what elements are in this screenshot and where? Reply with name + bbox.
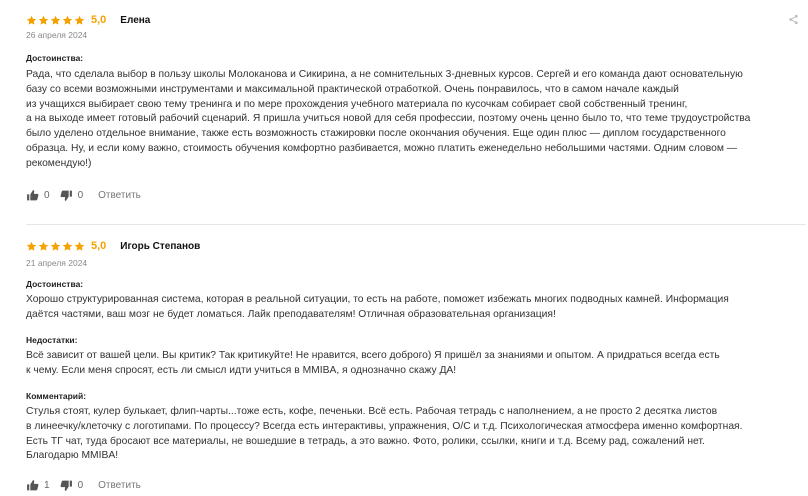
thumbs-down-icon: [60, 479, 73, 492]
text-line: а на выходе имеет готовый рабочий сценарий. Я пришла учиться новой для себя профессии, поэтому очень ценно было то, что теме трудоустройства: [26, 113, 751, 125]
star-icon: [38, 241, 49, 252]
dislike-count: 0: [77, 190, 84, 201]
star-rating: [26, 15, 85, 26]
section-label-cons: Недостатки:: [26, 335, 78, 345]
review-header: [26, 12, 786, 28]
dislike-button[interactable]: [60, 479, 84, 492]
text-line: рекомендую!): [26, 157, 92, 169]
section-label-pros: Достоинства:: [26, 279, 84, 289]
text-line: Благодарю MMIBA!: [26, 450, 119, 462]
section-text-comment: [26, 405, 786, 464]
star-icon: [74, 15, 85, 26]
review-actions: [26, 189, 141, 202]
thumbs-up-icon: [26, 189, 39, 202]
reply-button[interactable]: Ответить: [98, 190, 141, 201]
section-label-pros: Достоинства:: [26, 53, 84, 63]
text-line: даётся частями, ваш мозг не будет ломаться. Лайк преподавателям! Отличная образовательная организация!: [26, 308, 556, 320]
text-line: Есть ТГ чат, туда бросают все материалы, не вошедшие в тетрадь, а это важно. Фото, ролики, ссылки, книги и т.д. Всему рад, сожалений нет.: [26, 435, 705, 447]
review-card: [26, 12, 786, 212]
section-text-pros: [26, 293, 786, 323]
star-icon: [62, 241, 73, 252]
review-actions: [26, 479, 141, 492]
like-count: 0: [44, 190, 50, 201]
review-header: [26, 238, 786, 254]
star-icon: [74, 241, 85, 252]
dislike-button[interactable]: [60, 189, 84, 202]
thumbs-up-icon: [26, 479, 39, 492]
like-count: 1: [44, 480, 50, 491]
review-card: [26, 238, 786, 494]
review-divider: [26, 224, 806, 225]
rating-value: 5,0: [91, 14, 107, 26]
star-icon: [38, 15, 49, 26]
dislike-count: 0: [77, 480, 84, 491]
text-line: Хорошо структурированная система, которая в реальной ситуации, то есть на работе, поможет избежать многих подводных камней. Информация: [26, 294, 729, 305]
star-icon: [26, 241, 37, 252]
text-line: Всё зависит от вашей цели. Вы критик? Так критикуйте! Не нравится, всего доброго) Я пришёл за знаниями и опытом. А придраться всегда есть: [26, 350, 720, 361]
rating-value: 5,0: [91, 240, 107, 252]
reply-button[interactable]: Ответить: [98, 480, 141, 491]
star-icon: [50, 241, 61, 252]
text-line: Рада, что сделала выбор в пользу школы Молоканова и Сикирина, а не сомнительных 3-дневных курсов. Сергей и его команда дают основательную: [26, 69, 743, 80]
section-text-cons: [26, 349, 786, 379]
like-button[interactable]: [26, 479, 50, 492]
star-icon: [50, 15, 61, 26]
author-name: Игорь Степанов: [120, 240, 201, 252]
like-button[interactable]: [26, 189, 50, 202]
text-line: из учащихся выбирает свою тему тренинга и по мере прохождения учебного материала по кусочкам собирает свой собственный тренинг,: [26, 98, 688, 110]
thumbs-down-icon: [60, 189, 73, 202]
share-icon[interactable]: [788, 14, 799, 25]
review-date: 26 апреля 2024: [26, 30, 88, 40]
star-rating: [26, 241, 85, 252]
section-text-pros: [26, 68, 786, 172]
text-line: было уделено отдельное внимание, также есть возможность стажировки после окончания обучения. Еще один плюс — диплом государственного: [26, 128, 726, 140]
text-line: к чему. Если меня спросят, есть ли смысл идти учиться в MMIBA, я однозначно скажу ДА!: [26, 364, 457, 376]
review-date: 21 апреля 2024: [26, 258, 88, 268]
text-line: образца. Ну, и если кому важно, стоимость обучения комфортно разбивается, можно платить еженедельно небольшими частями. Одним словом —: [26, 142, 738, 154]
text-line: Стулья стоят, кулер булькает, флип-чарты...тоже есть, кофе, печеньки. Всё есть. Рабочая тетрадь с наполнением, а не просто 2 десятка листов: [26, 406, 718, 417]
star-icon: [26, 15, 37, 26]
author-name: Елена: [120, 14, 151, 26]
section-label-comment: Комментарий:: [26, 391, 87, 401]
text-line: базу со всеми возможными инструментами и максимальной практической отработкой. Очень понравилось, что в самом начале каждый: [26, 83, 679, 95]
star-icon: [62, 15, 73, 26]
text-line: в линеечку/клеточку с логотипами. По процессу? Всегда есть интерактивы, упражнения, О/С и т.д. Психологическая атмосфера именно комфортная.: [26, 420, 743, 432]
